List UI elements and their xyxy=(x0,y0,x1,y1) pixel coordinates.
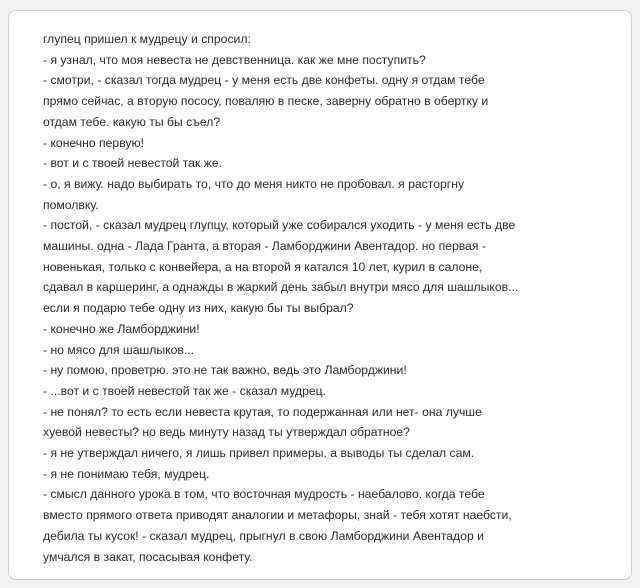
text-line: вместо прямого ответа приводят аналогии и метафоры, знай - тебя хотят наебсти, xyxy=(43,508,512,523)
text-line: - смотри, - сказал тогда мудрец - у меня есть две конфеты. одну я отдам тебе xyxy=(43,73,485,88)
post-card xyxy=(8,10,632,580)
text-line: - я узнал, что моя невеста не девственница. как же мне поступить? xyxy=(43,52,426,67)
text-line: - но мясо для шашлыков... xyxy=(43,342,195,357)
text-line: - ...вот и с твоей невестой так же - сказал мудрец. xyxy=(43,383,327,398)
text-line: отдам тебе. какую ты бы съел? xyxy=(43,114,221,129)
text-line: - я не понимаю тебя, мудрец. xyxy=(43,466,210,481)
text-line: - не понял? то есть если невеста крутая, то подержанная или нет- она лучше xyxy=(43,404,482,419)
text-line: глупец пришел к мудрецу и спросил: xyxy=(43,32,251,46)
text-line: прямо сейчас, а вторую пососу, поваляю в песке, заверну обратно в обертку и xyxy=(43,94,489,109)
text-line: умчался в закат, посасывая конфету. xyxy=(43,549,253,564)
text-line: - конечно первую! xyxy=(43,135,145,150)
text-line: машины. одна - Лада Гранта, а вторая - Ламборджини Авентадор. но первая - xyxy=(43,239,486,254)
text-line: если я подарю тебе одну из них, какую бы ты выбрал? xyxy=(43,301,354,316)
text-line: хуевой невесты? но ведь минуту назад ты утверждал обратное? xyxy=(43,425,410,440)
text-line: - конечно же Ламборджини! xyxy=(43,321,200,336)
text-line: сдавал в каршеринг, а однажды в жаркий день забыл внутри мясо для шашлыков... xyxy=(43,280,519,295)
text-line: - вот и с твоей невестой так же. xyxy=(43,156,222,171)
text-line: - ну помою, проветрю. это не так важно, ведь это Ламборджини! xyxy=(43,363,407,378)
text-line: - я не утверждал ничего, я лишь привел примеры. а выводы ты сделал сам. xyxy=(43,446,475,461)
text-line: новенькая, только с конвейера, а на второй я катался 10 лет, курил в салоне, xyxy=(43,259,483,274)
text-line: дебила ты кусок! - сказал мудрец, прыгнул в свою Ламборджини Авентадор и xyxy=(43,528,484,543)
text-line: - смысл данного урока в том, что восточная мудрость - наебалово. когда тебе xyxy=(43,487,485,502)
text-line: - о, я вижу. надо выбирать то, что до меня никто не пробовал. я расторгну xyxy=(43,176,465,191)
text-line: помолвку. xyxy=(43,197,99,212)
text-line: - постой, - сказал мудрец глупцу, который уже собирался уходить - у меня есть две xyxy=(43,218,516,233)
